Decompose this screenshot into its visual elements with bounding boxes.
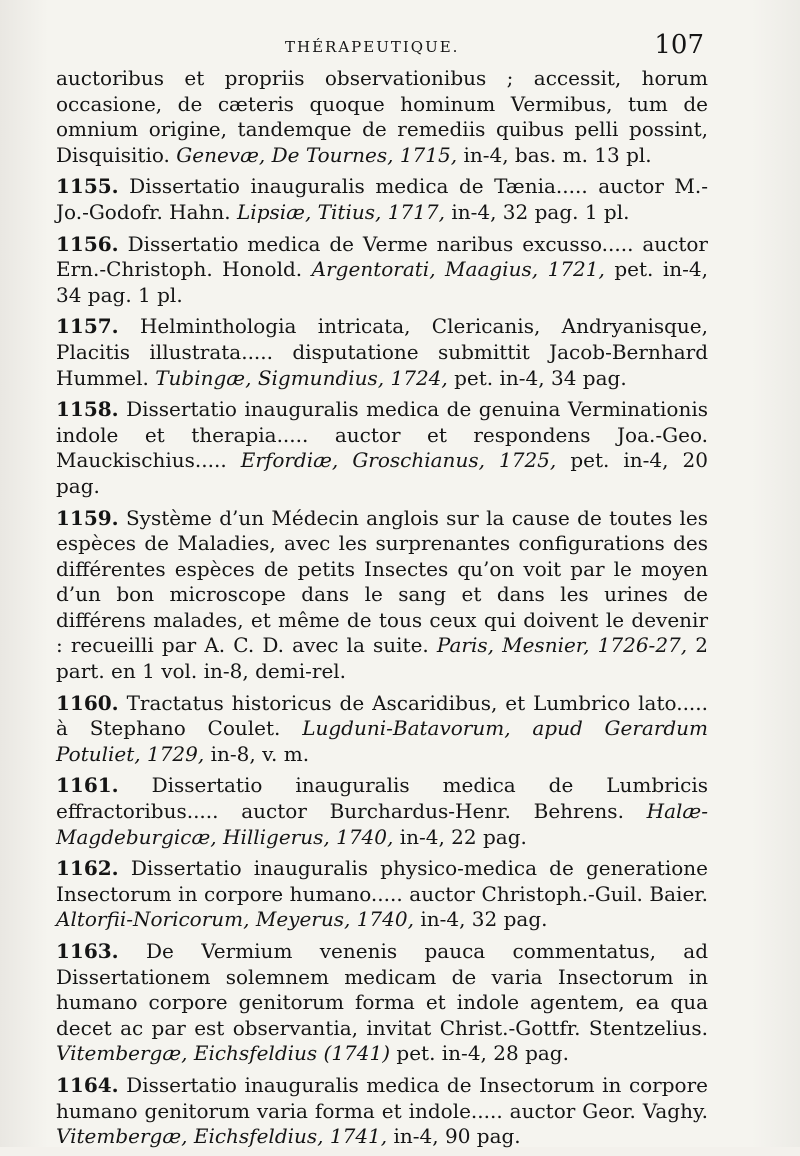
entry-imprint: Genevæ, De Tournes, 1715, xyxy=(176,142,458,167)
bibliography-entry xyxy=(56,773,708,850)
entry-format: pet. in-4, 34 pag. xyxy=(454,365,627,390)
entry-imprint: Lipsiæ, Titius, 1717, xyxy=(237,199,445,224)
entry-format: in-8, v. m. xyxy=(210,741,310,766)
entry-imprint: Vitembergæ, Eichsfeldius, 1741, xyxy=(56,1124,388,1149)
bibliography-entry xyxy=(56,1073,708,1150)
entry-imprint: Argentorati, Maagius, 1721, xyxy=(311,257,605,282)
entry-imprint: Halæ-Magdeburgicæ, Hilligerus, 1740, xyxy=(56,799,708,849)
entry-format: 2 part. en 1 vol. in-8, demi-rel. xyxy=(56,633,708,684)
entry-imprint: Altorfii-Noricorum, Meyerus, 1740, xyxy=(56,907,414,932)
continued-entry xyxy=(56,66,708,168)
entry-imprint: Lugduni-Batavorum, apud Gerardum Potuliet, 1729, xyxy=(56,716,709,766)
entry-number: 1159. xyxy=(56,505,119,530)
entry-number: 1162. xyxy=(56,856,119,881)
entry-text: Système d’un Médecin anglois sur la cause de toutes les espèces de Maladies, avec les surprenantes configurations des différentes espèces de petits Insectes qu’on voit par le moyen d’un bon microscope dans le sang et dans les urines de différens malades, et même de tous ceux qui doivent le devenir : recueilli par A. C. D. avec la suite. xyxy=(56,505,709,658)
bibliography-entry xyxy=(56,856,708,933)
entry-text: Dissertatio inauguralis medica de Tænia..... auctor M.-Jo.-Godofr. Hahn. xyxy=(56,174,708,224)
bibliography-entry xyxy=(56,232,708,309)
entry-format: in-4, bas. m. 13 pl. xyxy=(463,142,652,167)
bibliography-body xyxy=(56,66,708,1156)
bibliography-entry xyxy=(56,174,708,225)
entry-format: pet. in-4, 34 pag. 1 pl. xyxy=(56,257,709,307)
entry-text: Dissertatio inauguralis medica de Insectorum in corpore humano genitorum varia forma et indole..... auctor Geor. Vaghy. xyxy=(56,1072,708,1123)
entry-number: 1160. xyxy=(56,690,119,715)
entry-list xyxy=(56,174,708,1149)
entry-text: Dissertatio inauguralis medica de genuina Verminationis indole et therapia..... auctor et respondens Joa.-Geo. Mauckischius..... xyxy=(56,397,708,473)
bibliography-entry xyxy=(56,691,708,768)
entry-text: Dissertatio inauguralis medica de Lumbricis effractoribus..... auctor Burchardus-Henr. Behrens. xyxy=(56,773,708,824)
bibliography-entry xyxy=(56,314,708,391)
entry-text: Dissertatio medica de Verme naribus excusso..... auctor Ern.-Christoph. Honold. xyxy=(56,231,708,282)
entry-format: in-4, 90 pag. xyxy=(393,1124,521,1149)
entry-imprint: Erfordiæ, Groschianus, 1725, xyxy=(240,448,557,473)
entry-number: 1161. xyxy=(56,773,119,798)
entry-format: in-4, 32 pag. 1 pl. xyxy=(451,199,630,224)
entry-imprint: Tubingæ, Sigmundius, 1724, xyxy=(155,365,448,390)
page-number: 107 xyxy=(654,30,704,60)
bibliography-entry xyxy=(56,939,708,1067)
entry-number: 1158. xyxy=(56,397,119,422)
entry-format: in-4, 32 pag. xyxy=(420,907,548,932)
entry-imprint: Vitembergæ, Eichsfeldius (1741) xyxy=(56,1041,391,1066)
entry-format: in-4, 22 pag. xyxy=(399,824,527,849)
running-header xyxy=(0,30,800,70)
entry-imprint: Paris, Mesnier, 1726-27, xyxy=(436,633,688,658)
entry-number: 1156. xyxy=(56,231,119,256)
bibliography-entry xyxy=(56,506,708,685)
running-title: THÉRAPEUTIQUE. xyxy=(285,38,460,56)
entry-text: De Vermium venenis pauca commentatus, ad Dissertationem solemnem medicam de varia Insectorum in humano corpore genitorum forma et indole agentem, ea qua decet ac par est observantia, invitat Christ.-Gottfr. Stentzelius. xyxy=(56,939,709,1040)
entry-text: auctoribus et propriis observationibus ; accessit, horum occasione, de cæteris quoque hominum Vermibus, tum de omnium origine, tandemque de remediis quibus pelli possint, Disquisitio. xyxy=(56,66,708,167)
entry-number: 1157. xyxy=(56,314,119,339)
entry-format: pet. in-4, 20 pag. xyxy=(56,448,709,498)
entry-format: pet. in-4, 28 pag. xyxy=(396,1041,569,1066)
entry-text: Tractatus historicus de Ascaridibus, et Lumbrico lato..... à Stephano Coulet. xyxy=(56,690,708,741)
bibliography-entry xyxy=(56,397,708,499)
entry-number: 1163. xyxy=(56,939,119,963)
entry-text: Helminthologia intricata, Clericanis, Andryanisque, Placitis illustrata..... disputatione submittit Jacob-Bernhard Hummel. xyxy=(56,314,708,390)
entry-number: 1155. xyxy=(56,174,119,199)
entry-text: Dissertatio inauguralis physico-medica de generatione Insectorum in corpore humano..... auctor Christoph.-Guil. Baier. xyxy=(56,856,709,906)
entry-number: 1164. xyxy=(56,1072,119,1097)
